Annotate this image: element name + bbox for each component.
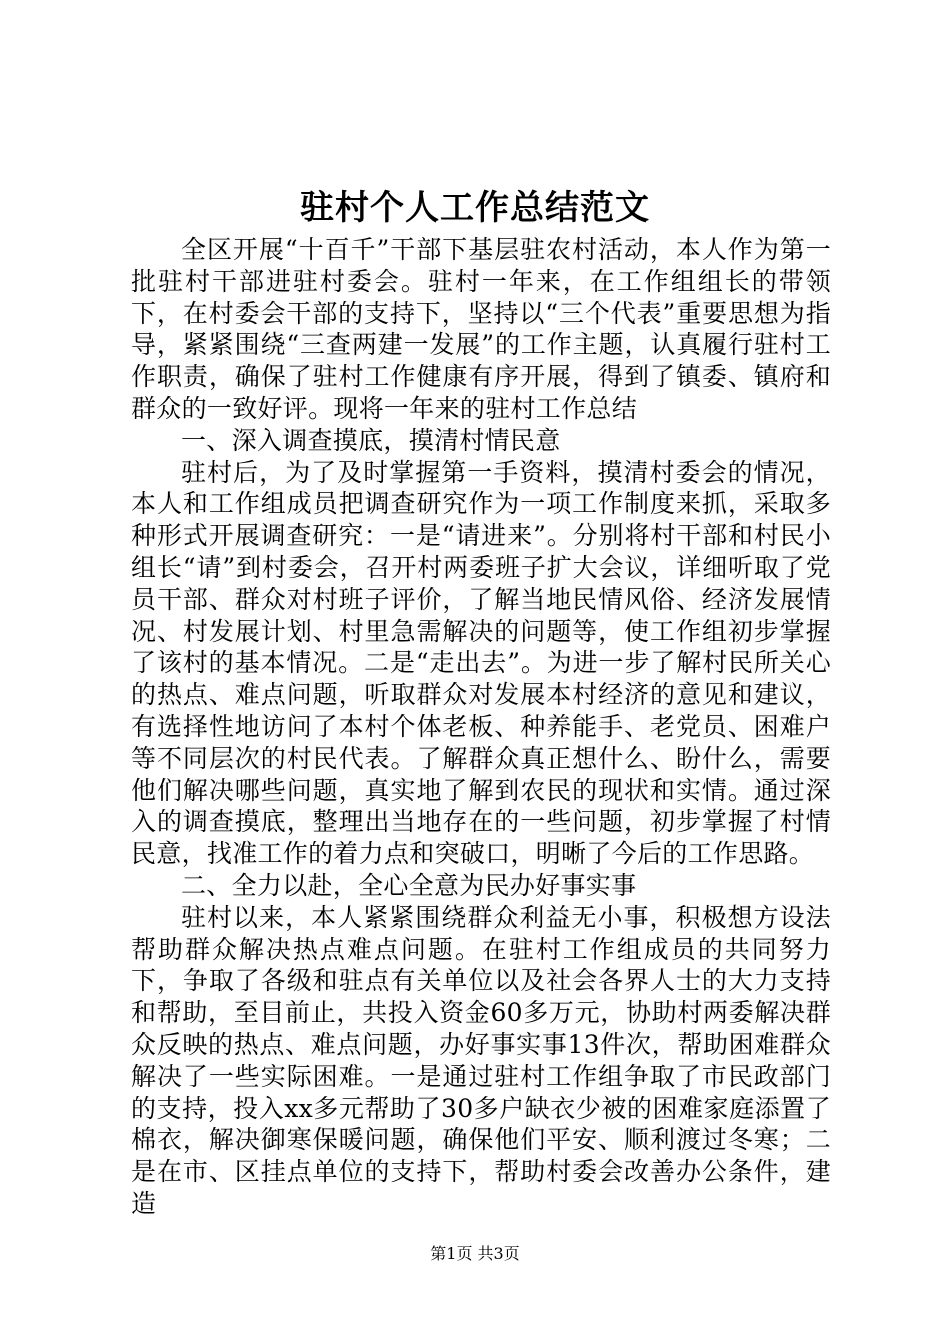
document-body — [131, 234, 831, 1220]
page-footer: 第1页 共3页 — [430, 1244, 520, 1263]
section-2-paragraph: 驻村以来，本人紧紧围绕群众利益无小事，积极想方设法帮助群众解决热点难点问题。在驻村工作组成员的共同努力下，争取了各级和驻点有关单位以及社会各界人士的大力支持和帮助，至目前止，共投入资金60多万元，协助村两委解决群众反映的热点、难点问题，办好事实事13件次，帮助困难群众解决了一些实际困难。一是通过驻村工作组争取了市民政部门的支持，投入xx多元帮助了30多户缺衣少被的困难家庭添置了棉衣，解决御寒保暖问题，确保他们平安、顺利渡过冬寒；二是在市、区挂点单位的支持下，帮助村委会改善办公条件，建造 — [131, 902, 831, 1218]
section-heading-2: 二、全力以赴，全心全意为民办好事实事 — [181, 870, 637, 900]
section-1-paragraph: 驻村后，为了及时掌握第一手资料，摸清村委会的情况，本人和工作组成员把调查研究作为一项工作制度来抓，采取多种形式开展调查研究：一是“请进来”。分别将村干部和村民小组长“请”到村委会，召开村两委班子扩大会议，详细听取了党员干部、群众对村班子评价，了解当地民情风俗、经济发展情况、村发展计划、村里急需解决的问题等，使工作组初步掌握了该村的基本情况。二是“走出去”。为进一步了解村民所关心的热点、难点问题，听取群众对发展本村经济的意见和建议，有选择性地访问了本村个体老板、种养能手、老党员、困难户等不同层次的村民代表。了解群众真正想什么、盼什么，需要他们解决哪些问题，真实地了解到农民的现状和实情。通过深入的调查摸底，整理出当地存在的一些问题，初步掌握了村情民意，找准工作的着力点和突破口，明晰了今后的工作思路。 — [131, 457, 831, 869]
section-heading-1: 一、深入调查摸底，摸清村情民意 — [181, 425, 561, 455]
document-title: 驻村个人工作总结范文 — [300, 188, 650, 228]
intro-paragraph: 全区开展“十百千”干部下基层驻农村活动，本人作为第一批驻村干部进驻村委会。驻村一年来，在工作组组长的带领下，在村委会干部的支持下，坚持以“三个代表”重要思想为指导，紧紧围绕“三查两建一发展”的工作主题，认真履行驻村工作职责，确保了驻村工作健康有序开展，得到了镇委、镇府和群众的一致好评。现将一年来的驻村工作总结 — [131, 235, 831, 423]
